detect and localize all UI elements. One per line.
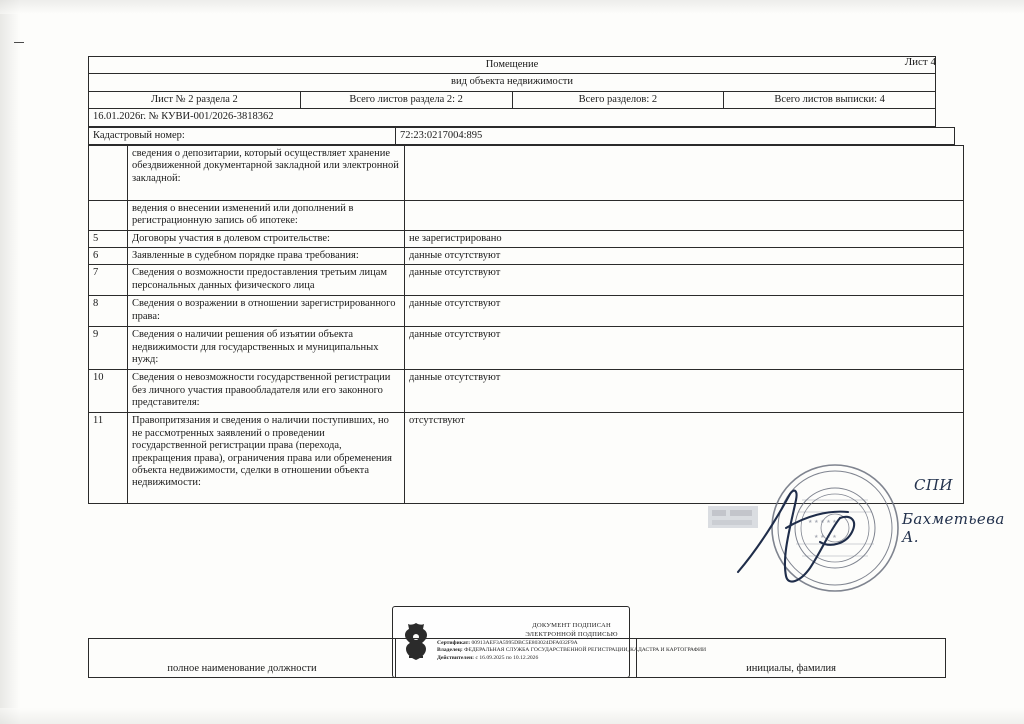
esig-title-line1: ДОКУМЕНТ ПОДПИСАН: [532, 621, 611, 629]
row-name: Договоры участия в долевом строительстве:: [128, 230, 405, 247]
scan-edge-bottom: [0, 708, 1024, 724]
table-row: [89, 265, 964, 296]
object-type-caption-row: [89, 74, 936, 91]
row-value: не зарегистрировано: [405, 230, 964, 247]
row-value: данные отсутствуют: [405, 370, 964, 413]
row-number: [89, 200, 128, 230]
signature-stamp-area: [690, 460, 1005, 620]
row-name: Сведения о невозможности государственной регистрации без личного участия правообладателя или его законного представителя:: [128, 370, 405, 413]
handwritten-surname: Бахметьева А.: [902, 510, 1005, 546]
sheet-label: Лист 4: [904, 56, 936, 68]
svg-text:★ ★ ★ ★: ★ ★ ★ ★: [814, 534, 837, 540]
object-type-caption: вид объекта недвижимости: [89, 74, 936, 91]
esig-owner-value: ФЕДЕРАЛЬНАЯ СЛУЖБА ГОСУДАРСТВЕННОЙ РЕГИСТРАЦИИ, КАДАСТРА И КАРТОГРАФИИ: [464, 647, 707, 654]
table-row: [89, 248, 964, 265]
esig-cert-value: 00913AEF3A5995DBC5E803024DFA032F9A: [471, 639, 578, 646]
row-number: 10: [89, 370, 128, 413]
row-number: 8: [89, 296, 128, 327]
footer-signature-caption: [396, 639, 637, 678]
scan-edge-left: [0, 0, 20, 724]
table-row: [89, 200, 964, 230]
row-name: Заявленные в судебном порядке права требования:: [128, 248, 405, 265]
esig-title-line2: ЭЛЕКТРОННОЙ ПОДПИСЬЮ: [525, 630, 618, 638]
object-type-title-row: [89, 57, 936, 74]
cadastral-row: [89, 127, 955, 144]
header-table: [88, 56, 936, 127]
handwritten-initials: СПИ: [914, 476, 953, 494]
table-row: [89, 145, 964, 200]
table-row: [89, 327, 964, 370]
esig-validity-value: с 16.09.2025 по 10.12.2026: [475, 654, 539, 661]
row-name: Сведения о наличии решения об изъятии объекта недвижимости для государственных и муниципальных нужд:: [128, 327, 405, 370]
doc-number-row: [89, 109, 936, 126]
section-sheet: Лист № 2 раздела 2: [89, 91, 301, 108]
row-number: 5: [89, 230, 128, 247]
row-number: 6: [89, 248, 128, 265]
row-value: данные отсутствуют: [405, 296, 964, 327]
row-value: [405, 200, 964, 230]
row-value: отсутствуют: [405, 413, 964, 504]
row-value: данные отсутствуют: [405, 265, 964, 296]
sections-total: Всего разделов: 2: [512, 91, 724, 108]
footer-position-caption: полное наименование должности: [89, 639, 396, 678]
records-table: [88, 145, 964, 505]
doc-number: 16.01.2026г. № КУВИ-001/2026-3818362: [89, 109, 936, 126]
row-number: 9: [89, 327, 128, 370]
footer-initials-caption: инициалы, фамилия: [637, 639, 946, 678]
section-sheets-total: Всего листов раздела 2: 2: [300, 91, 512, 108]
cadastral-value: 72:23:0217004:895: [396, 127, 955, 144]
row-number: 11: [89, 413, 128, 504]
row-number: [89, 145, 128, 200]
esig-cert-label: Сертификат:: [437, 639, 471, 646]
esig-owner-label: Владелец:: [437, 647, 463, 654]
cadastral-label: Кадастровый номер:: [89, 127, 396, 144]
row-name: Правопритязания и сведения о наличии поступивших, но не рассмотренных заявлений о проведении государственной регистрации права (перехода, прекращения права), ограничения права или обременения объекта недвижимости, сделки в отношении объекта недвижимости:: [128, 413, 405, 504]
row-name: Сведения о возражении в отношении зарегистрированного права:: [128, 296, 405, 327]
row-number: 7: [89, 265, 128, 296]
row-name: ведения о внесении изменений или дополнений в регистрационную запись об ипотеке:: [128, 200, 405, 230]
row-value: [405, 145, 964, 200]
document-body: [88, 56, 936, 504]
row-name: сведения о депозитарии, который осуществляет хранение обездвиженной документарной закладной или электронной закладной:: [128, 145, 405, 200]
row-name: Сведения о возможности предоставления третьим лицам персональных данных физического лица: [128, 265, 405, 296]
extract-sheets-total: Всего листов выписки: 4: [724, 91, 936, 108]
table-row: [89, 230, 964, 247]
cadastral-table: [88, 127, 955, 145]
table-row: [89, 370, 964, 413]
object-type-title: Помещение: [89, 57, 936, 74]
sheet-counts-row: [89, 91, 936, 108]
scan-edge-top: [0, 0, 1024, 14]
footer-row: [89, 639, 946, 678]
row-value: данные отсутствуют: [405, 327, 964, 370]
svg-text:★ ★ ★ ★ ★: ★ ★ ★ ★ ★: [808, 519, 837, 525]
table-row: [89, 296, 964, 327]
esig-validity-label: Действителен:: [437, 654, 475, 661]
footer-table: [88, 638, 946, 678]
crop-mark-left: [14, 42, 24, 43]
row-value: данные отсутствуют: [405, 248, 964, 265]
